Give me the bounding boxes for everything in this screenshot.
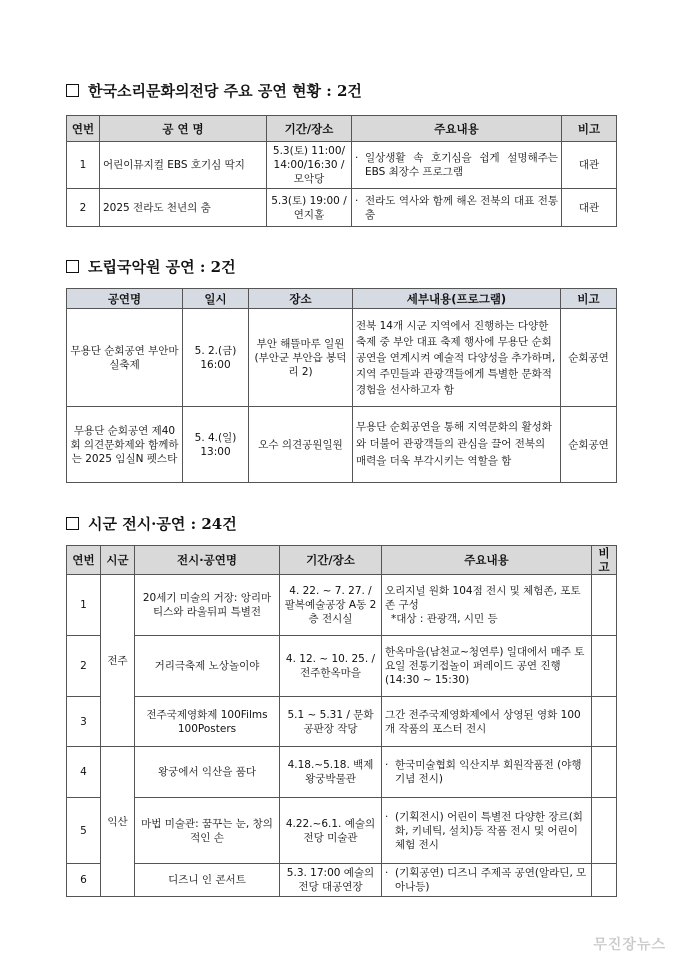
header-cell: 주요내용 — [382, 546, 592, 575]
note — [592, 575, 617, 636]
program-detail: 전북 14개 시군 지역에서 진행하는 다양한 축제 중 부안 대표 축제 행사에 무용단 순회공연을 연계시켜 예술적 다양성을 추가하며, 지역 주민들과 관광객들에게 특별한 문화적 경험을 선사하고자 함 — [353, 309, 561, 407]
place: 부안 해뜰마루 일원 (부안군 부안읍 봉덕리 2) — [249, 309, 353, 407]
main-content: 한옥마을(남천교~청연루) 일대에서 매주 토요일 전통기접놀이 퍼레이드 공연 진행 (14:30 ~ 15:30) — [382, 636, 592, 697]
event-name: 전주국제영화제 100Films 100Posters — [135, 697, 280, 747]
table-row — [67, 189, 617, 227]
header-cell: 기간/장소 — [267, 116, 352, 142]
header-cell: 장소 — [249, 289, 353, 309]
period-place: 5.3. 17:00 예술의전당 대공연장 — [280, 864, 382, 897]
period-place: 4.22.~6.1. 예술의전당 미술관 — [280, 798, 382, 864]
checkbox-square-icon — [66, 260, 79, 273]
performance-name: 무용단 순회공연 부안마실축제 — [67, 309, 183, 407]
header-cell: 비고 — [561, 289, 617, 309]
city-cell: 익산 — [101, 747, 135, 897]
table-row — [67, 575, 617, 636]
row-number: 2 — [67, 189, 100, 227]
header-cell: 일시 — [183, 289, 249, 309]
note: 순회공연 — [561, 407, 617, 483]
table-row — [67, 747, 617, 798]
header-cell: 연번 — [67, 546, 101, 575]
header-cell: 연번 — [67, 116, 100, 142]
main-content: · (기획공연) 디즈니 주제곡 공연(알라딘, 모아나등) — [382, 864, 592, 897]
main-content: · (기획전시) 어린이 특별전 다양한 장르(회화, 키네틱, 설치)등 작품 전시 및 어린이 체험 전시 — [382, 798, 592, 864]
city-cell: 전주 — [101, 575, 135, 747]
city-events-table — [66, 545, 617, 897]
table-header-row — [67, 546, 617, 575]
main-content: 오리지널 원화 104점 전시 및 체험존, 포토존 구성 *대상 : 관광객, 시민 등 — [382, 575, 592, 636]
program-detail: 무용단 순회공연을 통해 지역문화의 활성화와 더불어 관광객들의 관심을 끌어 전북의 매력을 더욱 부각시키는 역할을 함 — [353, 407, 561, 483]
row-number: 4 — [67, 747, 101, 798]
period-place: 4. 12. ~ 10. 25. / 전주한옥마을 — [280, 636, 382, 697]
performance-name: 2025 전라도 천년의 춤 — [100, 189, 267, 227]
row-number: 3 — [67, 697, 101, 747]
checkbox-square-icon — [66, 517, 79, 530]
header-cell: 비고 — [562, 116, 617, 142]
table-header-row — [67, 289, 617, 309]
header-cell: 비고 — [592, 546, 617, 575]
header-cell: 세부내용(프로그램) — [353, 289, 561, 309]
place: 오수 의견공원일원 — [249, 407, 353, 483]
row-number: 5 — [67, 798, 101, 864]
period-place: 4. 22. ~ 7. 27. / 팔복예술공장 A동 2층 전시실 — [280, 575, 382, 636]
performance-name: 어린이뮤지컬 EBS 호기심 딱지 — [100, 142, 267, 189]
concert-hall-table — [66, 115, 617, 227]
row-number: 1 — [67, 575, 101, 636]
event-name: 왕궁에서 익산을 품다 — [135, 747, 280, 798]
note — [592, 747, 617, 798]
section2-title: 도립국악원 공연 : 2건 — [66, 256, 236, 277]
row-number: 1 — [67, 142, 100, 189]
event-name: 마법 미술관: 꿈꾸는 눈, 창의적인 손 — [135, 798, 280, 864]
checkbox-square-icon — [66, 84, 79, 97]
header-cell: 주요내용 — [352, 116, 562, 142]
header-cell: 공 연 명 — [100, 116, 267, 142]
table-row — [67, 697, 617, 747]
note — [592, 636, 617, 697]
main-content: · 한국미술협회 익산지부 회원작품전 (야행기념 전시) — [382, 747, 592, 798]
date: 5. 2.(금) 16:00 — [183, 309, 249, 407]
table-row — [67, 864, 617, 897]
header-cell: 전시·공연명 — [135, 546, 280, 575]
section1-title: 한국소리문화의전당 주요 공연 현황 : 2건 — [66, 80, 362, 101]
table-header-row — [67, 116, 617, 142]
header-cell: 시군 — [101, 546, 135, 575]
performance-name: 무용단 순회공연 제40회 의견문화제와 함께하는 2025 임실N 펫스타 — [67, 407, 183, 483]
header-cell: 공연명 — [67, 289, 183, 309]
main-content: 그간 전주국제영화제에서 상영된 영화 100개 작품의 포스터 전시 — [382, 697, 592, 747]
table-row — [67, 309, 617, 407]
period-place: 4.18.~5.18. 백제왕궁박물관 — [280, 747, 382, 798]
row-number: 6 — [67, 864, 101, 897]
period-place: 5.3(토) 11:00/ 14:00/16:30 /모악당 — [267, 142, 352, 189]
event-name: 디즈니 인 콘서트 — [135, 864, 280, 897]
note — [592, 864, 617, 897]
main-content: · 일상생활 속 호기심을 쉽게 설명해주는 EBS 최장수 프로그램 — [352, 142, 562, 189]
note — [592, 798, 617, 864]
section3-title: 시군 전시·공연 : 24건 — [66, 513, 237, 534]
period-place: 5.1 ~ 5.31 / 문화공판장 작당 — [280, 697, 382, 747]
table-row — [67, 407, 617, 483]
event-name: 20세기 미술의 거장: 앙리마티스와 라울뒤피 특별전 — [135, 575, 280, 636]
row-number: 2 — [67, 636, 101, 697]
watermark-logo: 무진장뉴스 — [593, 937, 666, 953]
table-row — [67, 636, 617, 697]
event-name: 거리극축제 노상놀이야 — [135, 636, 280, 697]
gugak-center-table — [66, 288, 617, 483]
note: 순회공연 — [561, 309, 617, 407]
note: 대관 — [562, 189, 617, 227]
note — [592, 697, 617, 747]
date: 5. 4.(일) 13:00 — [183, 407, 249, 483]
table-row — [67, 142, 617, 189]
note: 대관 — [562, 142, 617, 189]
main-content: · 전라도 역사와 함께 해온 전북의 대표 전통춤 — [352, 189, 562, 227]
period-place: 5.3(토) 19:00 /연지홀 — [267, 189, 352, 227]
table-row — [67, 798, 617, 864]
header-cell: 기간/장소 — [280, 546, 382, 575]
